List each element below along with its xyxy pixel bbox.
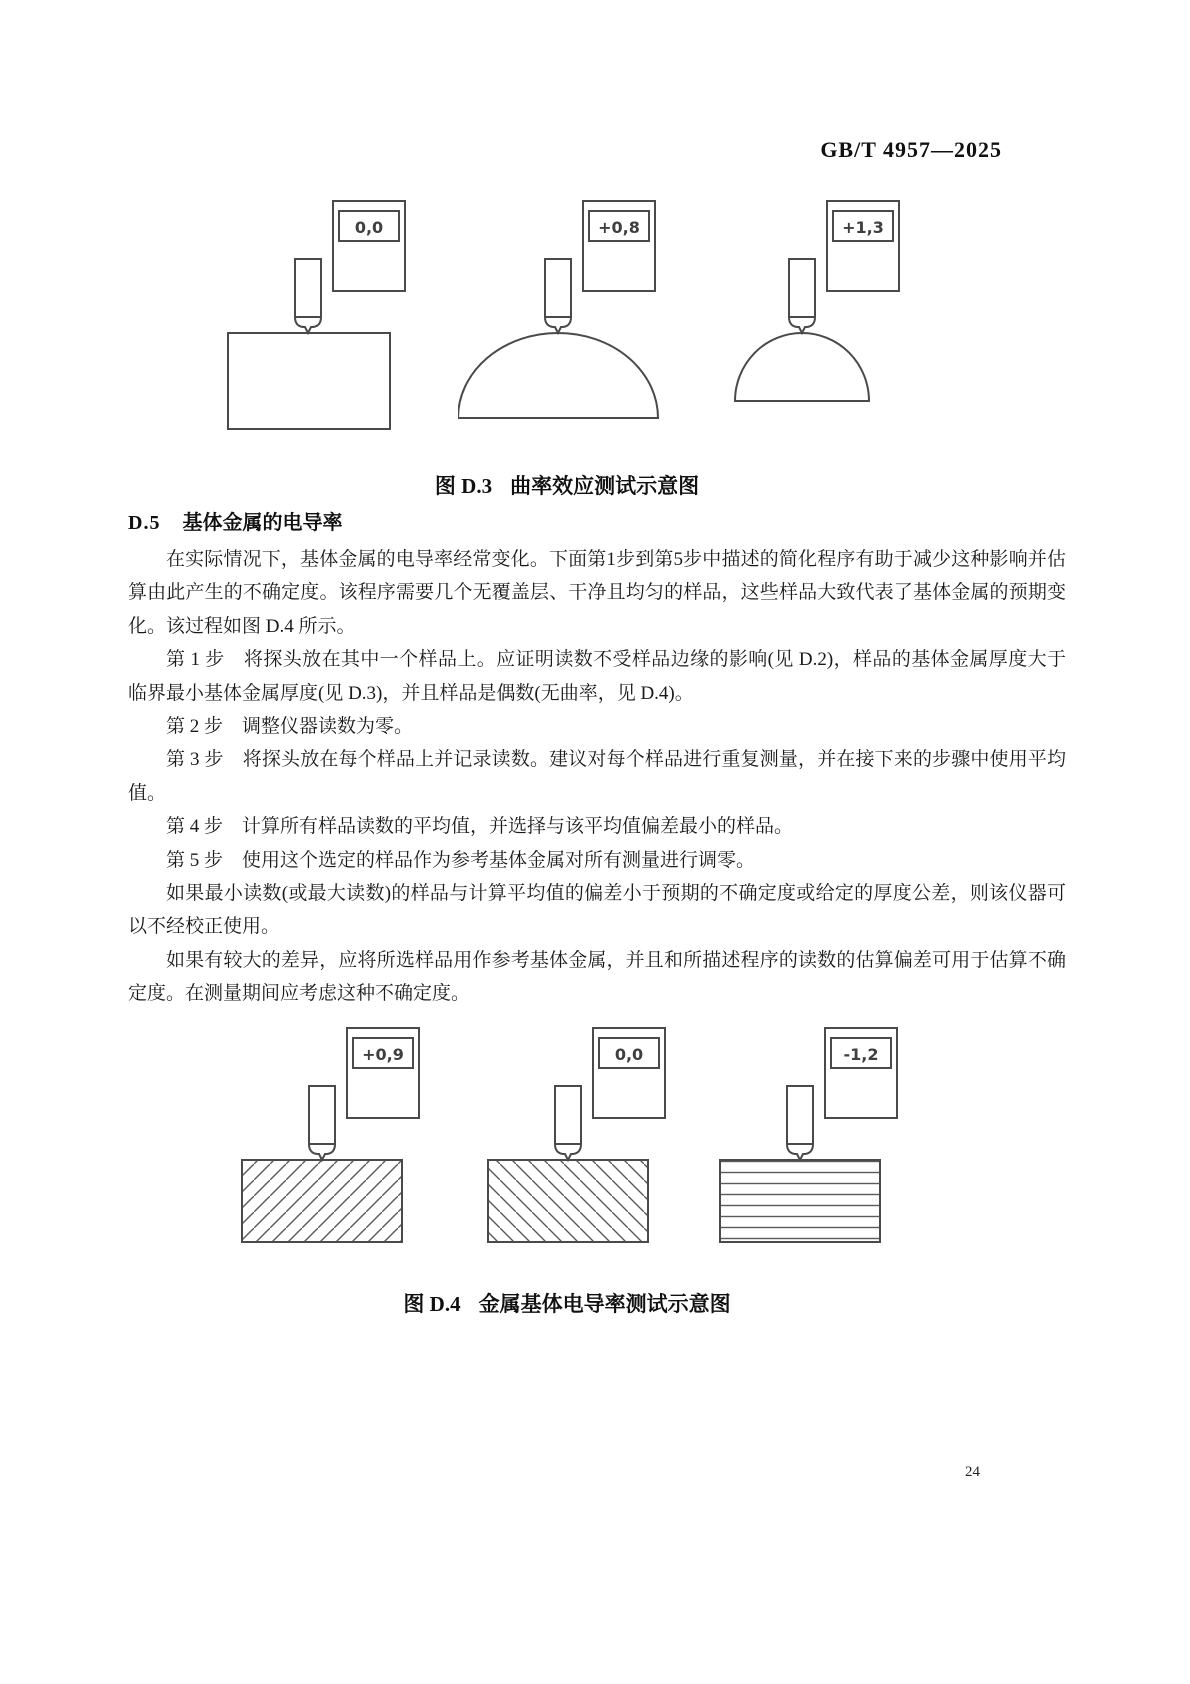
meter-reading: -1,2	[843, 1045, 879, 1064]
probe-tip-icon	[545, 317, 571, 333]
figure-d4-label: 图 D.4	[403, 1292, 461, 1316]
flat-block-surface	[228, 333, 390, 429]
standard-number: GB/T 4957—2025	[820, 137, 1002, 162]
meter-reading: +0,9	[362, 1045, 404, 1064]
figure-d4-caption	[0, 1288, 1134, 1318]
figure-d3-title: 曲率效应测试示意图	[510, 474, 700, 498]
paragraph-step5: 第 5 步 使用这个选定的样品作为参考基体金属对所有测量进行调零。	[166, 849, 756, 871]
probe-body-icon	[789, 259, 815, 317]
probe-body-icon	[295, 259, 321, 317]
probe-body-icon	[309, 1086, 335, 1144]
paragraph-step2: 第 2 步 调整仪器读数为零。	[166, 716, 414, 738]
figure-d4-title: 金属基体电导率测试示意图	[478, 1292, 731, 1316]
figure-d3-label: 图 D.3	[434, 474, 493, 498]
probe-tip-icon	[309, 1144, 335, 1160]
paragraph-uncal: 如果最小读数(或最大读数)的样品与计算平均值的偏差小于预期的不确定度或给定的厚度公差，则该仪器可以不经校正使用。	[128, 883, 1066, 938]
meter-reading: +1,3	[842, 218, 884, 237]
probe-tip-icon	[295, 317, 321, 333]
figure-d3-diagram-small-dome	[702, 193, 932, 437]
section-d5-heading	[128, 506, 342, 535]
figure-d4-diagram-hatch-backward	[468, 1020, 698, 1264]
paragraph-deviation: 如果有较大的差异，应将所选样品用作参考基体金属，并且和所描述程序的读数的估算偏差可用于估算不确定度。在测量期间应考虑这种不确定度。	[128, 949, 1066, 1005]
paragraph-step4: 第 4 步 计算所有样品读数的平均值，并选择与该平均值偏差最小的样品。	[166, 816, 794, 838]
large-dome-surface	[458, 333, 658, 418]
probe-body-icon	[545, 259, 571, 317]
body-text	[128, 543, 1066, 1011]
probe-body-icon	[555, 1086, 581, 1144]
hatch-forward-surface	[242, 1160, 402, 1242]
meter-reading: 0,0	[354, 218, 384, 237]
paragraph-step3: 第 3 步 将探头放在每个样品上并记录读数。建议对每个样品进行重复测量，并在接下来的步骤中使用平均值。	[128, 749, 1066, 804]
probe-tip-icon	[787, 1144, 813, 1160]
meter-reading: 0,0	[614, 1045, 644, 1064]
figure-d3-diagram-flat-block	[208, 193, 438, 437]
paragraph-intro: 在实际情况下，基体金属的电导率经常变化。下面第1步到第5步中描述的简化程序有助于减少这种影响并估算由此产生的不确定度。该程序需要几个无覆盖层、干净且均匀的样品，这些样品大致代表了基体金属的预期变化。该过程如图 D.4 所示。	[128, 549, 1066, 637]
meter-reading: +0,8	[598, 218, 640, 237]
figure-d4-diagram-horizontal-lines	[700, 1020, 930, 1264]
page-number: 24	[965, 1464, 980, 1480]
section-d5-number: D.5	[128, 512, 161, 534]
paragraph-step1: 第 1 步 将探头放在其中一个样品上。应证明读数不受样品边缘的影响(见 D.2)，样品的基体金属厚度大于临界最小基体金属厚度(见 D.3)，并且样品是偶数(无曲率，见 D.4)。	[128, 649, 1066, 704]
figure-d3-caption	[0, 470, 1134, 500]
probe-tip-icon	[555, 1144, 581, 1160]
probe-tip-icon	[789, 317, 815, 333]
figure-d3-diagram-large-dome	[458, 193, 688, 437]
section-d5-title: 基体金属的电导率	[182, 512, 343, 534]
small-dome-surface	[735, 333, 869, 401]
probe-body-icon	[787, 1086, 813, 1144]
figure-d4-diagram-hatch-forward	[222, 1020, 452, 1264]
hatch-backward-surface	[488, 1160, 648, 1242]
horizontal-lines-surface	[720, 1160, 880, 1242]
